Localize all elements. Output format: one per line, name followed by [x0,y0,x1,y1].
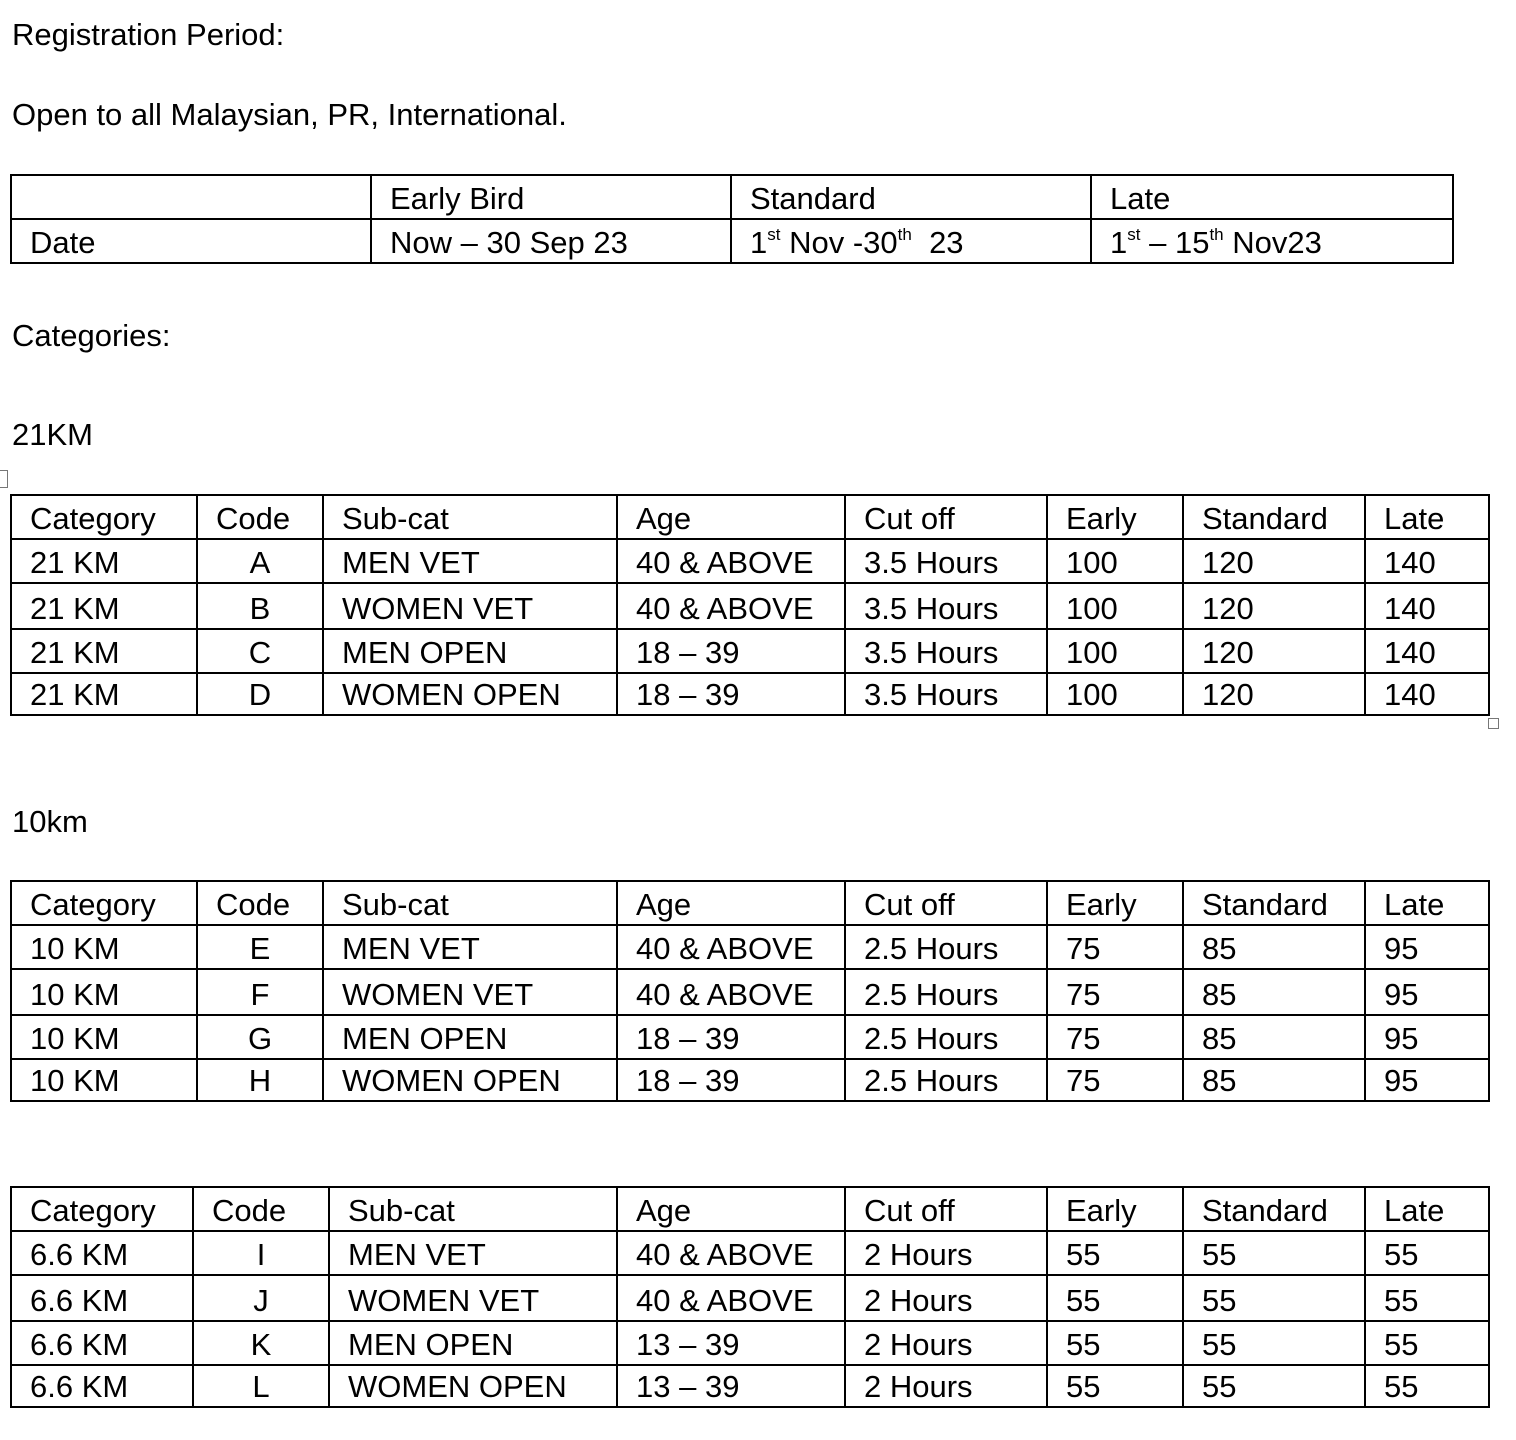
cell-cut-off: 3.5 Hours [845,673,1047,715]
cell-sub-cat: MEN VET [323,925,617,969]
cell-early: 55 [1047,1321,1183,1365]
cell-standard: 120 [1183,539,1365,583]
cell-code: A [197,539,323,583]
cell-early: 55 [1047,1275,1183,1321]
cell-late: 140 [1365,673,1489,715]
cell-category: 21 KM [11,673,197,715]
table-row [11,1231,1489,1275]
cell-sub-cat: MEN OPEN [323,629,617,673]
registration-period-label: Registration Period: [12,17,285,52]
cell-late: 140 [1365,539,1489,583]
table-row [11,1059,1489,1101]
table-move-handle-icon[interactable] [0,470,8,488]
cell-age: 40 & ABOVE [617,1275,845,1321]
category-table-21km [10,494,1490,716]
header-late: Late [1365,495,1489,539]
section-heading-10km: 10km [12,804,88,839]
header-cut-off: Cut off [845,495,1047,539]
registration-header-blank [11,175,371,219]
cell-category: 6.6 KM [11,1275,193,1321]
cell-code: K [193,1321,329,1365]
cell-standard: 85 [1183,969,1365,1015]
cell-age: 40 & ABOVE [617,1231,845,1275]
header-early: Early [1047,1187,1183,1231]
cell-cut-off: 3.5 Hours [845,629,1047,673]
header-code: Code [197,881,323,925]
cell-early: 75 [1047,969,1183,1015]
table-row [11,1365,1489,1407]
table-row [11,629,1489,673]
cell-cut-off: 3.5 Hours [845,583,1047,629]
cell-early: 100 [1047,583,1183,629]
cell-late: 55 [1365,1275,1489,1321]
cell-category: 10 KM [11,1015,197,1059]
cell-category: 21 KM [11,583,197,629]
registration-date-row [11,219,1453,263]
cell-category: 6.6 KM [11,1321,193,1365]
cell-age: 40 & ABOVE [617,583,845,629]
cell-sub-cat: WOMEN OPEN [329,1365,617,1407]
cell-age: 40 & ABOVE [617,539,845,583]
table-row [11,969,1489,1015]
cell-early: 55 [1047,1231,1183,1275]
cell-early: 100 [1047,673,1183,715]
cell-standard: 85 [1183,1059,1365,1101]
header-category: Category [11,495,197,539]
table-row [11,673,1489,715]
cell-sub-cat: MEN OPEN [329,1321,617,1365]
cell-code: E [197,925,323,969]
cell-standard: 120 [1183,583,1365,629]
cell-standard: 85 [1183,1015,1365,1059]
header-code: Code [193,1187,329,1231]
header-sub-cat: Sub-cat [323,495,617,539]
category-table-10km [10,880,1490,1102]
registration-period-table [10,174,1454,264]
cell-category: 6.6 KM [11,1231,193,1275]
cell-late: 140 [1365,629,1489,673]
cell-early: 75 [1047,925,1183,969]
cell-age: 40 & ABOVE [617,925,845,969]
header-late: Late [1365,1187,1489,1231]
registration-date-label: Date [11,219,371,263]
cell-category: 10 KM [11,1059,197,1101]
cell-code: D [197,673,323,715]
header-sub-cat: Sub-cat [323,881,617,925]
cell-cut-off: 2.5 Hours [845,1015,1047,1059]
cell-category: 10 KM [11,969,197,1015]
cell-standard: 120 [1183,629,1365,673]
category-table-6-6km [10,1186,1490,1408]
registration-late-date: 1st – 15th Nov23 [1091,219,1453,263]
table-row [11,583,1489,629]
header-category: Category [11,1187,193,1231]
header-age: Age [617,1187,845,1231]
cell-age: 13 – 39 [617,1321,845,1365]
cell-cut-off: 2.5 Hours [845,1059,1047,1101]
table-resize-handle-icon[interactable] [1488,718,1499,729]
cell-early: 100 [1047,629,1183,673]
cell-code: F [197,969,323,1015]
registration-header-standard: Standard [731,175,1091,219]
header-late: Late [1365,881,1489,925]
eligibility-text: Open to all Malaysian, PR, International. [12,97,567,132]
cell-sub-cat: WOMEN VET [323,969,617,1015]
cell-age: 18 – 39 [617,673,845,715]
cell-late: 140 [1365,583,1489,629]
cell-early: 75 [1047,1015,1183,1059]
cell-sub-cat: WOMEN VET [323,583,617,629]
header-age: Age [617,881,845,925]
cell-sub-cat: MEN OPEN [323,1015,617,1059]
cell-age: 18 – 39 [617,1015,845,1059]
cell-late: 95 [1365,1059,1489,1101]
cell-age: 13 – 39 [617,1365,845,1407]
cell-code: I [193,1231,329,1275]
cell-cut-off: 2 Hours [845,1275,1047,1321]
header-standard: Standard [1183,1187,1365,1231]
cell-cut-off: 2 Hours [845,1321,1047,1365]
table-row [11,539,1489,583]
cell-standard: 55 [1183,1321,1365,1365]
header-code: Code [197,495,323,539]
header-early: Early [1047,495,1183,539]
cell-standard: 55 [1183,1231,1365,1275]
header-age: Age [617,495,845,539]
cell-standard: 55 [1183,1365,1365,1407]
categories-heading: Categories: [12,318,171,353]
cell-late: 95 [1365,969,1489,1015]
cell-standard: 55 [1183,1275,1365,1321]
table-header-row [11,1187,1489,1231]
cell-standard: 120 [1183,673,1365,715]
table-header-row [11,495,1489,539]
header-category: Category [11,881,197,925]
table-row [11,1275,1489,1321]
cell-standard: 85 [1183,925,1365,969]
registration-header-row [11,175,1453,219]
header-standard: Standard [1183,881,1365,925]
cell-code: L [193,1365,329,1407]
cell-cut-off: 2 Hours [845,1365,1047,1407]
cell-cut-off: 2 Hours [845,1231,1047,1275]
header-early: Early [1047,881,1183,925]
registration-header-late: Late [1091,175,1453,219]
header-cut-off: Cut off [845,1187,1047,1231]
table-row [11,925,1489,969]
cell-code: G [197,1015,323,1059]
cell-sub-cat: MEN VET [323,539,617,583]
table-row [11,1321,1489,1365]
header-standard: Standard [1183,495,1365,539]
section-heading-21km: 21KM [12,417,93,452]
cell-late: 55 [1365,1321,1489,1365]
cell-category: 21 KM [11,629,197,673]
cell-category: 10 KM [11,925,197,969]
cell-code: J [193,1275,329,1321]
cell-sub-cat: WOMEN OPEN [323,1059,617,1101]
cell-early: 55 [1047,1365,1183,1407]
cell-early: 100 [1047,539,1183,583]
registration-early-bird-date: Now – 30 Sep 23 [371,219,731,263]
cell-code: B [197,583,323,629]
cell-age: 40 & ABOVE [617,969,845,1015]
cell-cut-off: 2.5 Hours [845,925,1047,969]
cell-late: 95 [1365,925,1489,969]
cell-cut-off: 3.5 Hours [845,539,1047,583]
table-header-row [11,881,1489,925]
cell-early: 75 [1047,1059,1183,1101]
cell-late: 55 [1365,1365,1489,1407]
cell-sub-cat: WOMEN OPEN [323,673,617,715]
cell-code: C [197,629,323,673]
header-sub-cat: Sub-cat [329,1187,617,1231]
cell-age: 18 – 39 [617,629,845,673]
table-row [11,1015,1489,1059]
cell-age: 18 – 39 [617,1059,845,1101]
header-cut-off: Cut off [845,881,1047,925]
registration-header-early-bird: Early Bird [371,175,731,219]
cell-late: 55 [1365,1231,1489,1275]
registration-standard-date: 1st Nov -30th 23 [731,219,1091,263]
cell-category: 6.6 KM [11,1365,193,1407]
cell-late: 95 [1365,1015,1489,1059]
cell-cut-off: 2.5 Hours [845,969,1047,1015]
cell-category: 21 KM [11,539,197,583]
cell-sub-cat: WOMEN VET [329,1275,617,1321]
cell-sub-cat: MEN VET [329,1231,617,1275]
cell-code: H [197,1059,323,1101]
